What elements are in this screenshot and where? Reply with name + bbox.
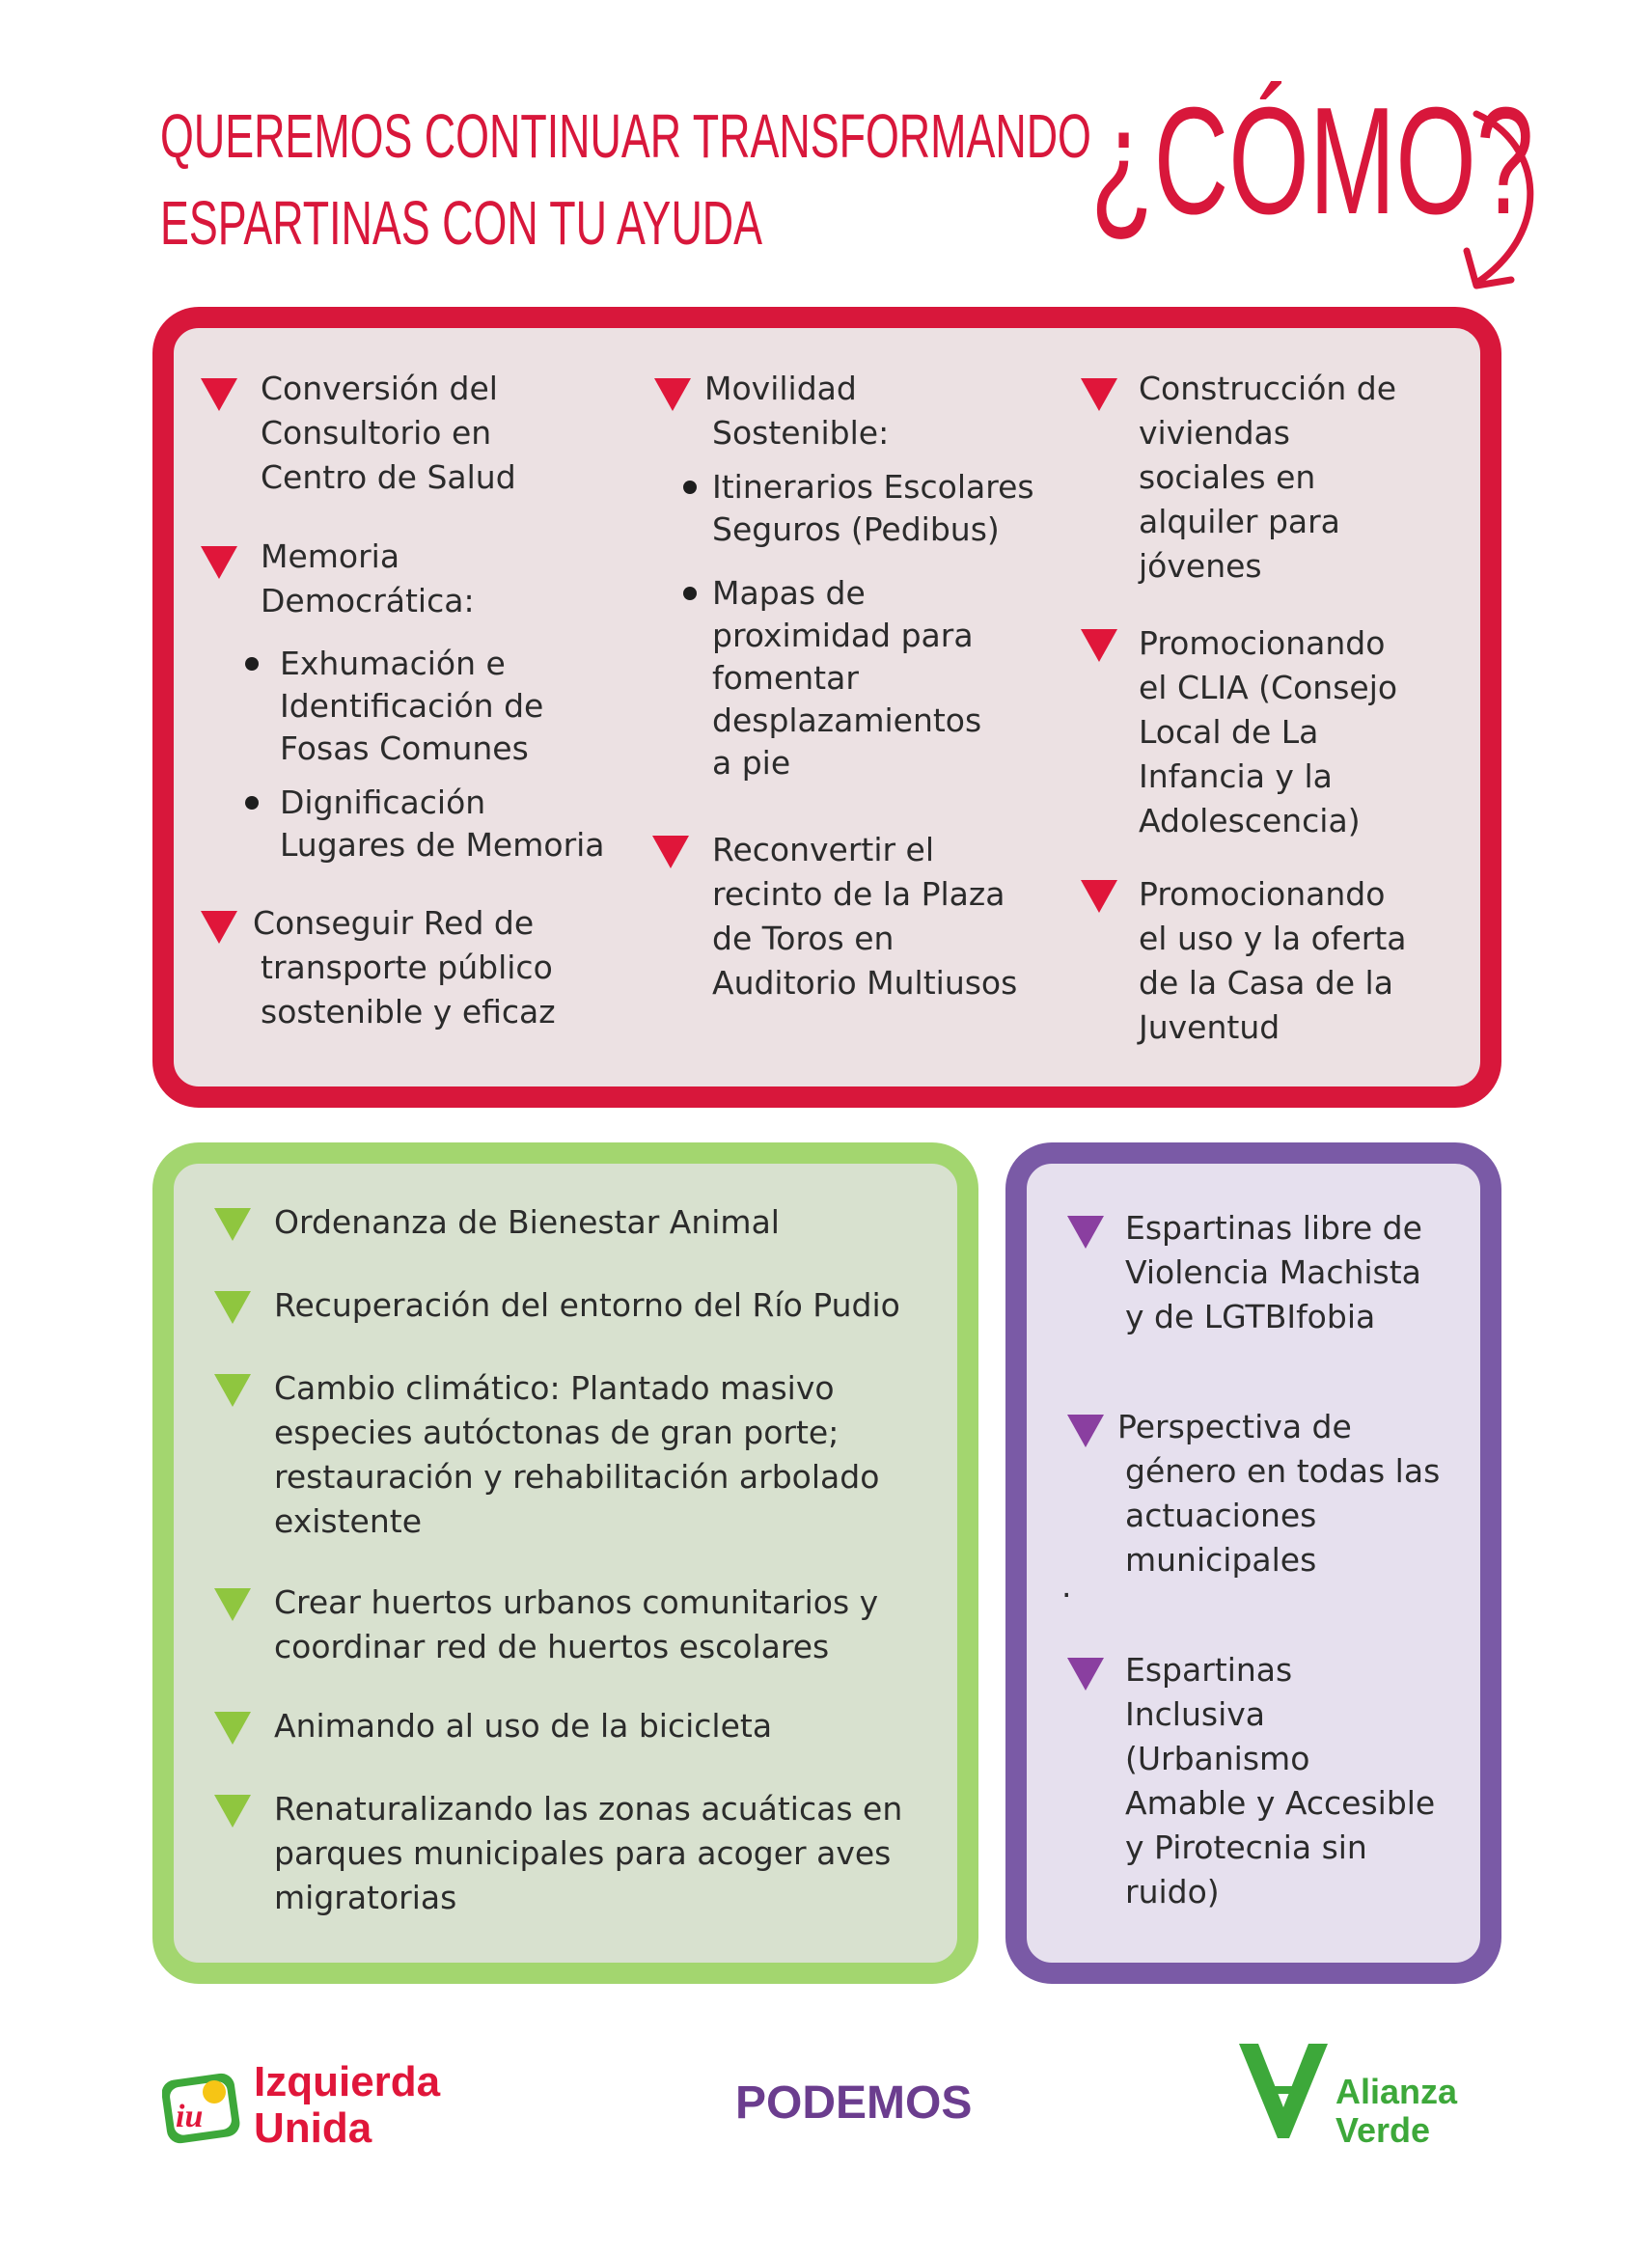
list-item: Ordenanza de Bienestar Animal xyxy=(274,1203,780,1241)
list-item: Reconvertir el recinto de la Plaza de Toros en Auditorio Multiusos xyxy=(712,831,1018,1002)
list-item: Recuperación del entorno del Río Pudio xyxy=(274,1286,900,1324)
list-item: Perspectiva de género en todas las actuaciones municipales xyxy=(1117,1408,1441,1579)
alianza-verde-wordmark: Alianza Verde xyxy=(1335,2072,1458,2150)
sub-list-item: Dignificación Lugares de Memoria xyxy=(280,784,605,864)
list-item: Conversión del Consultorio en Centro de Salud xyxy=(261,370,516,496)
list-item: Conseguir Red de transporte público sostenible y eficaz xyxy=(253,904,556,1031)
triangle-bullet-icon xyxy=(201,546,237,579)
curved-arrow-icon xyxy=(1438,106,1544,299)
izquierda-unida-logo-icon xyxy=(162,2063,243,2144)
sub-list-item: Mapas de proximidad para fomentar desplazamientos a pie xyxy=(712,574,982,782)
izquierda-unida-wordmark: Izquierda Unida xyxy=(254,2058,441,2152)
triangle-bullet-icon xyxy=(214,1374,251,1407)
dot-bullet-icon xyxy=(683,587,697,600)
title-line-2: ESPARTINAS CON TU AYUDA xyxy=(160,188,763,258)
triangle-bullet-icon xyxy=(1081,880,1117,913)
dot-bullet-icon xyxy=(245,796,259,810)
page-title xyxy=(160,93,1091,266)
triangle-bullet-icon xyxy=(652,836,689,868)
dot-bullet-icon xyxy=(683,481,697,494)
triangle-bullet-icon xyxy=(214,1712,251,1745)
stray-dot: . xyxy=(1061,1567,1072,1605)
list-item: Memoria Democrática: xyxy=(261,537,475,619)
triangle-bullet-icon xyxy=(214,1208,251,1241)
dot-bullet-icon xyxy=(245,657,259,671)
question-heading: ¿CÓMO? xyxy=(1090,76,1534,246)
triangle-bullet-icon xyxy=(654,378,691,411)
triangle-bullet-icon xyxy=(201,378,237,411)
list-item: Renaturalizando las zonas acuáticas en parques municipales para acoger aves migratorias xyxy=(274,1790,903,1916)
list-item: Espartinas libre de Violencia Machista y de LGTBIfobia xyxy=(1125,1209,1422,1335)
triangle-bullet-icon xyxy=(1067,1216,1104,1249)
list-item: Cambio climático: Plantado masivo especies autóctonas de gran porte; restauración y rehabilitación arbolado existente xyxy=(274,1369,880,1540)
sub-list-item: Itinerarios Escolares Seguros (Pedibus) xyxy=(712,468,1034,548)
triangle-bullet-icon xyxy=(214,1588,251,1621)
triangle-bullet-icon xyxy=(1081,378,1117,411)
list-item: Promocionando el uso y la oferta de la Casa de la Juventud xyxy=(1139,875,1407,1046)
list-item: Movilidad Sostenible: xyxy=(704,370,890,452)
podemos-wordmark: PODEMOS xyxy=(735,2077,973,2129)
triangle-bullet-icon xyxy=(214,1795,251,1828)
alianza-verde-logo-icon xyxy=(1233,2038,1334,2144)
sub-list-item: Exhumación e Identificación de Fosas Comunes xyxy=(280,645,544,767)
list-item: Promocionando el CLIA (Consejo Local de La Infancia y la Adolescencia) xyxy=(1139,624,1398,839)
triangle-bullet-icon xyxy=(1067,1415,1104,1447)
triangle-bullet-icon xyxy=(201,911,237,944)
title-line-1: QUEREMOS CONTINUAR TRANSFORMANDO xyxy=(160,101,1091,171)
triangle-bullet-icon xyxy=(1067,1658,1104,1691)
list-item: Animando al uso de la bicicleta xyxy=(274,1707,773,1745)
triangle-bullet-icon xyxy=(1081,629,1117,662)
list-item: Espartinas Inclusiva (Urbanismo Amable y Accesible y Pirotecnia sin ruido) xyxy=(1125,1651,1436,1911)
triangle-bullet-icon xyxy=(214,1291,251,1324)
svg-text:iu: iu xyxy=(176,2099,204,2134)
list-item: Construcción de viviendas sociales en alquiler para jóvenes xyxy=(1139,370,1397,585)
list-item: Crear huertos urbanos comunitarios y coordinar red de huertos escolares xyxy=(274,1583,879,1665)
